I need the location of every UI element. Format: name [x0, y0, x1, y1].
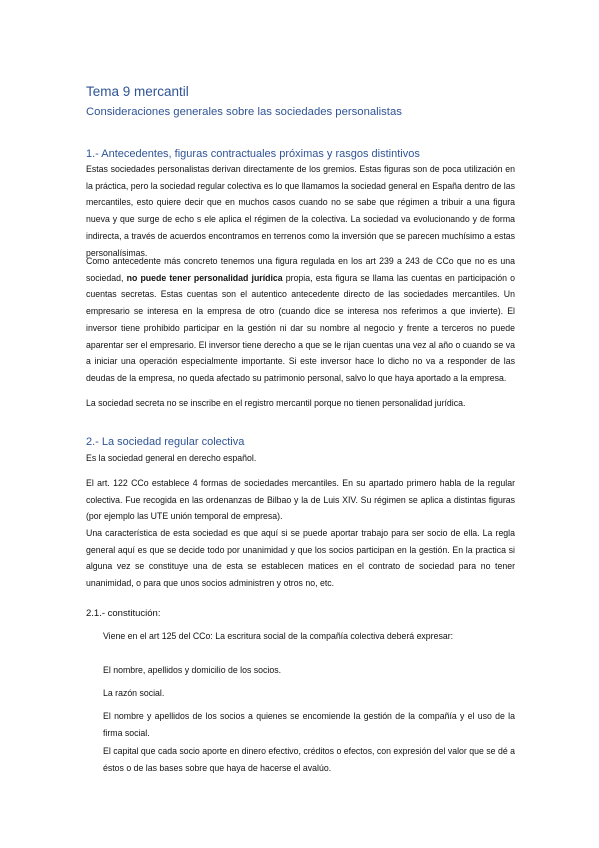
list-item: La razón social.: [103, 688, 165, 698]
section-1-paragraph-2: [86, 253, 515, 387]
section-2-heading: 2.- La sociedad regular colectiva: [86, 436, 245, 448]
section-1-paragraph-2-end: propia, esta figura se llama las cuentas en participación o cuentas secretas. Estas cuentas son el autentico antecedente directo de las sociedades mercantiles. Un empresario se interesa en la empresa de otro (cuando dice se interesa nos referimos a que invierte). El inversor tiene prohibido participar en la gestión ni dar su nombre al negocio y frente a terceros no puede aparentar ser el empresario. El inversor tiene derecho a que se le rijan cuentas una vez al año o cuando se va a iniciar una operación especialmente importante. Si este inversor hace lo dicho no va a responder de las deudas de la empresa, no queda afectado su patrimonio personal, salvo lo que haya aportado a la empresa.: [86, 272, 516, 383]
section-1-paragraph-1: Estas sociedades personalistas derivan directamente de los gremios. Estas figuras son de poca utilización en la práctica, pero la sociedad regular colectiva es lo que llamamos la sociedad general en España dentro de las mercantiles, esto quiere decir que en muchos casos cuando no se sabe que régimen a tribuir a una figura nueva y que surge de echo s ele aplica el régimen de la colectiva. La sociedad va evolucionando y de forma indirecta, a través de acuerdos encontramos en terrenos como la inversión que se parecen muchísimo a estas personalísimas.: [86, 164, 515, 258]
section-1-paragraph-2-start: Como antecedente más concreto tenemos una figura regulada en los art 239 a 243 de CCo que no es una sociedad,: [86, 256, 515, 283]
section-2-paragraph-3: Una característica de esta sociedad es que aquí si se puede aportar trabajo para ser socio de ella. La regla general aquí es que se decide todo por unanimidad y que los socios participan en la gestión. En la practica si alguna vez se constituye una de esta se establecen matices en el contrato de sociedad para no tener unanimidad, o para que unos socios administren y otros no, etc.: [86, 528, 515, 589]
list-item: El capital que cada socio aporte en dinero efectivo, créditos o efectos, con expresión del valor que se dé a éstos o de las bases sobre que haya de hacerse el avalúo.: [103, 746, 515, 773]
section-1-paragraph-3: La sociedad secreta no se inscribe en el registro mercantil porque no tienen personalidad jurídica.: [86, 398, 466, 408]
list-item: El nombre, apellidos y domicilio de los socios.: [103, 665, 281, 675]
document-title: Tema 9 mercantil: [86, 84, 189, 99]
section-2-1-intro: Viene en el art 125 del CCo: La escritura social de la compañía colectiva deberá expresar:: [103, 631, 454, 641]
document-subtitle: Consideraciones generales sobre las sociedades personalistas: [86, 106, 402, 118]
section-1-heading: 1.- Antecedentes, figuras contractuales próximas y rasgos distintivos: [86, 148, 420, 160]
section-1-paragraph-2-bold: no puede tener personalidad jurídica: [126, 272, 283, 283]
section-2-paragraph-1: Es la sociedad general en derecho español.: [86, 453, 257, 463]
list-item: El nombre y apellidos de los socios a quienes se encomiende la gestión de la compañía y el uso de la firma social.: [103, 711, 515, 738]
section-2-1-heading: 2.1.- constitución:: [86, 608, 161, 619]
section-2-paragraph-2: El art. 122 CCo establece 4 formas de sociedades mercantiles. En su apartado primero habla de la regular colectiva. Fue recogida en las ordenanzas de Bilbao y la de Luis XIV. Su régimen se aplica a distintas figuras (por ejemplo las UTE unión temporal de empresa).: [86, 478, 515, 522]
